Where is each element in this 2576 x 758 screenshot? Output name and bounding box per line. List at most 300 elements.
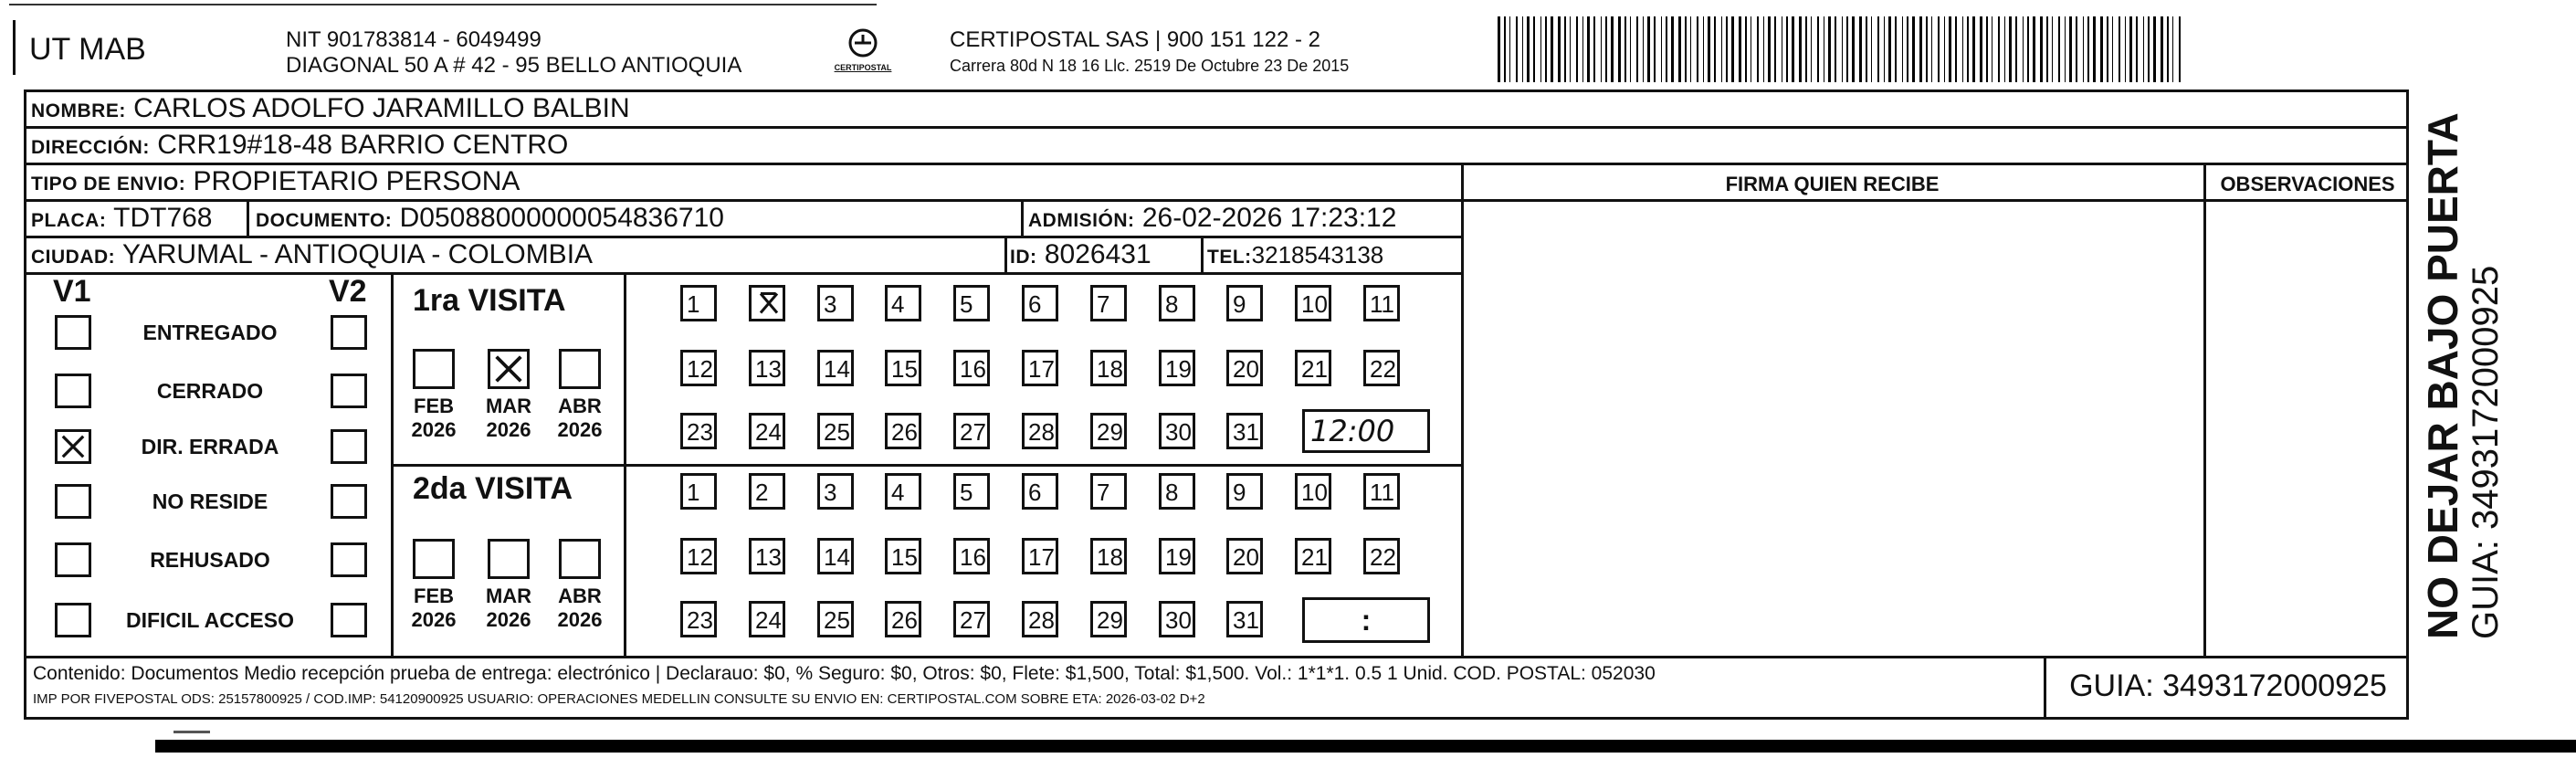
v1-label: V1 xyxy=(53,274,91,309)
visit2-day-box[interactable] xyxy=(1022,601,1058,637)
barcode-bar xyxy=(1835,16,1836,82)
visit2-day-number: 11 xyxy=(1370,479,1394,506)
logo-text: CERTIPOSTAL xyxy=(834,63,892,72)
cell-divider xyxy=(247,199,249,236)
v2-checkbox[interactable] xyxy=(331,315,367,350)
barcode-bar xyxy=(1654,16,1656,82)
visit1-day-box[interactable] xyxy=(749,285,785,321)
barcode-bar xyxy=(1877,16,1879,82)
barcode-bar xyxy=(1938,16,1940,82)
barcode-bar xyxy=(1919,16,1922,82)
tel-value: 3218543138 xyxy=(1251,241,1384,268)
visit1-day-box[interactable] xyxy=(680,285,717,321)
barcode-bar xyxy=(1558,16,1561,82)
visit2-day-number: 22 xyxy=(1370,543,1396,571)
barcode-bar xyxy=(2172,16,2173,82)
barcode-bar xyxy=(1540,16,1541,82)
visit2-day-number: 13 xyxy=(755,543,782,571)
barcode-bar xyxy=(1593,16,1595,82)
visit2-month-label: FEB xyxy=(414,584,454,607)
v2-checkbox[interactable] xyxy=(331,374,367,408)
visit2-day-box[interactable] xyxy=(1295,473,1331,510)
visit2-day-box[interactable] xyxy=(1159,538,1195,574)
id-label: ID: xyxy=(1010,247,1037,268)
visit1-day-number: 31 xyxy=(1233,418,1259,446)
visit2-day-box[interactable] xyxy=(1226,473,1263,510)
barcode-bar xyxy=(1630,16,1631,82)
left-edge-mark xyxy=(13,20,16,75)
visit2-time[interactable] xyxy=(1302,597,1430,643)
visit1-day-box[interactable] xyxy=(1159,285,1195,321)
visit1-day-box[interactable] xyxy=(1226,285,1263,321)
visit1-day-number: 13 xyxy=(755,355,782,383)
visit2-day-number: 16 xyxy=(960,543,986,571)
barcode-bar xyxy=(2136,16,2138,82)
visit1-day-number: 1 xyxy=(687,290,700,318)
visit2-day-number: 26 xyxy=(891,606,918,634)
visit1-day-number: 5 xyxy=(960,290,973,318)
barcode-bar xyxy=(1859,16,1862,82)
status-label: DIR. ERRADA xyxy=(141,435,279,458)
visit1-day-number: 7 xyxy=(1097,290,1110,318)
visit1-day-box[interactable] xyxy=(680,413,717,449)
visit1-day-number: 12 xyxy=(687,355,713,383)
barcode-bar xyxy=(1846,16,1848,82)
v2-checkbox[interactable] xyxy=(331,542,367,577)
barcode-bar xyxy=(2083,16,2084,82)
barcode-bar xyxy=(1986,16,1988,82)
visit2-day-box[interactable] xyxy=(1090,601,1127,637)
barcode-bar xyxy=(1907,16,1908,82)
visit2-day-box[interactable] xyxy=(885,601,921,637)
visit2-day-box[interactable] xyxy=(953,538,990,574)
v1-checkbox[interactable] xyxy=(55,542,91,577)
visit1-year-label: 2026 xyxy=(411,418,457,441)
barcode-bar xyxy=(1533,16,1535,82)
visit1-day-number: 25 xyxy=(824,418,850,446)
admission-label: ADMISIÓN: xyxy=(1028,210,1135,231)
barcode-bar xyxy=(1967,16,1969,82)
plate-cell xyxy=(31,202,213,237)
side-guia: GUIA: 3493172000925 xyxy=(2466,265,2506,639)
barcode-bar xyxy=(1527,16,1530,82)
visit1-day-box[interactable] xyxy=(1295,285,1331,321)
barcode-bar xyxy=(1601,16,1602,82)
visit2-day-box[interactable] xyxy=(817,473,854,510)
certipostal-logo-icon xyxy=(847,27,878,58)
barcode-bar xyxy=(2125,16,2126,82)
barcode-bar xyxy=(1671,16,1674,82)
check-mark-icon xyxy=(490,352,527,386)
barcode-bar xyxy=(2015,16,2017,82)
barcode-bar xyxy=(2167,16,2169,82)
barcode-bar xyxy=(1828,16,1831,82)
barcode-bar xyxy=(1799,16,1802,82)
barcode-bar xyxy=(1980,16,1982,82)
barcode-bar xyxy=(1721,16,1722,82)
visit1-day-box[interactable] xyxy=(817,285,854,321)
barcode-bar xyxy=(2076,16,2077,82)
bottom-mark xyxy=(173,731,210,733)
visit2-day-box[interactable] xyxy=(817,538,854,574)
visit2-day-number: 9 xyxy=(1233,479,1246,506)
barcode-bar xyxy=(1949,16,1951,82)
barcode-bar xyxy=(2052,16,2053,82)
barcode-bar xyxy=(2143,16,2144,82)
visit1-day-box[interactable] xyxy=(1226,350,1263,386)
visit2-day-number: 17 xyxy=(1028,543,1055,571)
visit2-day-box[interactable] xyxy=(1159,601,1195,637)
visit2-day-box[interactable] xyxy=(680,473,717,510)
barcode-bar xyxy=(1998,16,2000,82)
visit1-day-box[interactable] xyxy=(1295,350,1331,386)
carrier-name: CERTIPOSTAL SAS | 900 151 122 - 2 xyxy=(950,27,1320,52)
document-label: DOCUMENTO: xyxy=(256,210,393,231)
visit1-day-box[interactable] xyxy=(749,350,785,386)
visit2-day-number: 10 xyxy=(1301,479,1328,506)
barcode-bar xyxy=(1582,16,1583,82)
visit1-month-checkbox[interactable] xyxy=(488,349,530,389)
visit2-day-box[interactable] xyxy=(1226,538,1263,574)
barcode-bar xyxy=(1636,16,1638,82)
barcode-bar xyxy=(1611,16,1614,82)
barcode-bar xyxy=(2046,16,2048,82)
barcode-bar xyxy=(2161,16,2163,82)
city-value: YARUMAL - ANTIOQUIA - COLOMBIA xyxy=(121,239,594,269)
visit2-day-number: 21 xyxy=(1301,543,1328,571)
v2-checkbox[interactable] xyxy=(331,429,367,464)
visit2-day-box[interactable] xyxy=(817,601,854,637)
status-label: NO RESIDE xyxy=(152,490,268,513)
barcode-bar xyxy=(2129,16,2132,82)
visit2-day-box[interactable] xyxy=(749,473,785,510)
barcode-bar xyxy=(1703,16,1704,82)
visit2-month-checkbox[interactable] xyxy=(488,539,530,579)
barcode-bar xyxy=(1786,16,1788,82)
barcode-bar xyxy=(1504,16,1506,82)
barcode-bar xyxy=(2093,16,2096,82)
barcode-bar xyxy=(1564,16,1566,82)
visit1-time[interactable] xyxy=(1302,409,1430,453)
footer-imp: IMP POR FIVEPOSTAL ODS: 25157800925 / COD.IMP: 54120900925 USUARIO: OPERACIONES MEDELLIN CONSULTE SU ENVIO EN: CERTIPOSTAL.COM SOBRE ETA: 2026-03-02 D+2 xyxy=(33,691,1205,707)
barcode-bar xyxy=(1884,16,1885,82)
visit2-day-number: 24 xyxy=(755,606,782,634)
barcode-bar xyxy=(1570,16,1571,82)
visit1-day-number: 24 xyxy=(755,418,782,446)
visit1-day-box[interactable] xyxy=(885,350,921,386)
certipostal-logo xyxy=(826,27,899,79)
recipient-name: CARLOS ADOLFO JARAMILLO BALBIN xyxy=(133,93,630,123)
visit2-day-number: 18 xyxy=(1097,543,1123,571)
visit1-day-box[interactable] xyxy=(953,350,990,386)
visit1-day-box[interactable] xyxy=(1090,350,1127,386)
barcode-bar xyxy=(2112,16,2113,82)
barcode-bar xyxy=(1618,16,1621,82)
barcode-bar xyxy=(2040,16,2043,82)
admission-cell xyxy=(1028,202,1396,237)
barcode-bar xyxy=(1912,16,1915,82)
barcode-bar xyxy=(1944,16,1945,82)
barcode xyxy=(1498,16,2182,82)
recipient-address: CRR19#18-48 BARRIO CENTRO xyxy=(157,130,569,160)
barcode-bar xyxy=(1792,16,1794,82)
visit2-year-label: 2026 xyxy=(486,608,531,631)
visit1-day-number: 22 xyxy=(1370,355,1396,383)
visit1-day-box[interactable] xyxy=(885,285,921,321)
barcode-bar xyxy=(1774,16,1776,82)
barcode-bar xyxy=(1817,16,1819,82)
status-label: DIFICIL ACCESO xyxy=(125,608,294,632)
footer-content: Contenido: Documentos Medio recepción prueba de entrega: electrónico | Declarauo: $0, % Seguro: $0, Otros: $0, Flete: $1,500, Total: $1,500. Vol.: 1*1*1. 0.5 1 Unid. COD. POSTAL: 052030 xyxy=(33,663,1656,684)
visit2-month-label: MAR xyxy=(485,584,532,607)
visit2-day-box[interactable] xyxy=(953,473,990,510)
visit2-year-label: 2026 xyxy=(557,608,603,631)
footer-divider xyxy=(2044,656,2046,720)
visit2-day-box[interactable] xyxy=(885,473,921,510)
visit2-day-number: 7 xyxy=(1097,479,1110,506)
check-mark-icon xyxy=(755,288,783,319)
name-row xyxy=(31,92,630,128)
barcode-bar xyxy=(1587,16,1590,82)
observations-area[interactable] xyxy=(2207,203,2406,654)
visit2-day-box[interactable] xyxy=(749,601,785,637)
visit1-day-box[interactable] xyxy=(1022,350,1058,386)
shipment-type: PROPIETARIO PERSONA xyxy=(193,166,520,196)
visit1-day-number: 4 xyxy=(891,290,905,318)
status-label: REHUSADO xyxy=(150,548,270,572)
row-line xyxy=(24,656,2409,658)
barcode-bar xyxy=(1509,16,1510,82)
visit2-day-number: 14 xyxy=(824,543,850,571)
visit1-day-box[interactable] xyxy=(680,350,717,386)
visit2-day-box[interactable] xyxy=(1090,538,1127,574)
visit1-day-box[interactable] xyxy=(1159,350,1195,386)
visit2-month-label: ABR xyxy=(558,584,602,607)
visit1-day-box[interactable] xyxy=(1363,285,1400,321)
visit1-day-number: 14 xyxy=(824,355,850,383)
barcode-bar xyxy=(2087,16,2089,82)
visit2-day-number: 5 xyxy=(960,479,973,506)
cell-divider xyxy=(1021,199,1024,236)
barcode-bar xyxy=(1624,16,1626,82)
visit1-month-checkbox[interactable] xyxy=(413,349,455,389)
barcode-bar xyxy=(1605,16,1607,82)
visit1-day-number: 17 xyxy=(1028,355,1055,383)
signature-area[interactable] xyxy=(1465,203,2201,654)
visit1-day-number: 3 xyxy=(824,290,837,318)
address-label: DIRECCIÓN: xyxy=(31,137,150,158)
visit1-day-number: 23 xyxy=(687,418,713,446)
company-nit: NIT 901783814 - 6049499 xyxy=(286,27,541,52)
visit1-day-box[interactable] xyxy=(1022,413,1058,449)
visit1-day-number: 29 xyxy=(1097,418,1123,446)
visit1-day-number: 11 xyxy=(1370,290,1394,318)
tel-cell xyxy=(1207,238,1383,274)
signature-label: FIRMA QUIEN RECIBE xyxy=(1725,173,1940,195)
barcode-bar xyxy=(1763,16,1764,82)
visit2-day-number: 20 xyxy=(1233,543,1259,571)
v2-checkbox[interactable] xyxy=(331,603,367,637)
visit1-day-number: 8 xyxy=(1165,290,1179,318)
visit1-day-box[interactable] xyxy=(817,413,854,449)
barcode-bar xyxy=(1931,16,1932,82)
barcode-bar xyxy=(1643,16,1644,82)
visit2-day-number: 4 xyxy=(891,479,905,506)
barcode-bar xyxy=(1866,16,1867,82)
barcode-bar xyxy=(1647,16,1650,82)
visit2-day-number: 15 xyxy=(891,543,918,571)
barcode-bar xyxy=(1576,16,1578,82)
v2-label: V2 xyxy=(329,274,367,309)
v1-checkbox[interactable] xyxy=(55,484,91,519)
name-label: NOMBRE: xyxy=(31,100,126,121)
visit1-day-number: 27 xyxy=(960,418,986,446)
visit1-day-number: 19 xyxy=(1165,355,1192,383)
barcode-bar xyxy=(1661,16,1662,82)
id-cell xyxy=(1010,238,1151,274)
visit1-month-checkbox[interactable] xyxy=(559,349,601,389)
barcode-bar xyxy=(1714,16,1716,82)
barcode-bar xyxy=(1757,16,1759,82)
cell-divider xyxy=(1201,236,1204,272)
visit1-day-box[interactable] xyxy=(749,413,785,449)
visit2-day-box[interactable] xyxy=(1363,473,1400,510)
visit2-title: 2da VISITA xyxy=(413,471,573,506)
barcode-bar xyxy=(2148,16,2150,82)
company-address: DIAGONAL 50 A # 42 - 95 BELLO ANTIOQUIA xyxy=(286,53,742,78)
visit1-day-number: 26 xyxy=(891,418,918,446)
barcode-bar xyxy=(1685,16,1687,82)
barcode-bar xyxy=(1708,16,1710,82)
visit1-day-box[interactable] xyxy=(1363,350,1400,386)
barcode-bar xyxy=(2004,16,2005,82)
visit1-day-box[interactable] xyxy=(885,413,921,449)
visit1-time-value: 12:00 xyxy=(1310,414,1395,448)
visit2-day-number: 29 xyxy=(1097,606,1123,634)
visit2-day-box[interactable] xyxy=(1226,601,1263,637)
visit2-day-box[interactable] xyxy=(1295,538,1331,574)
visit2-day-box[interactable] xyxy=(749,538,785,574)
barcode-bar xyxy=(1666,16,1667,82)
visit2-day-number: 2 xyxy=(755,479,769,506)
barcode-bar xyxy=(1895,16,1897,82)
visit1-year-label: 2026 xyxy=(486,418,531,441)
city-cell xyxy=(31,238,593,274)
barcode-bar xyxy=(1498,16,1500,82)
document-cell xyxy=(256,202,724,237)
visit1-day-number: 30 xyxy=(1165,418,1192,446)
type-label: TIPO DE ENVIO: xyxy=(31,174,186,195)
barcode-bar xyxy=(1768,16,1771,82)
barcode-bar xyxy=(1690,16,1691,82)
city-label: CIUDAD: xyxy=(31,247,116,268)
barcode-bar xyxy=(2100,16,2103,82)
barcode-bar xyxy=(1871,16,1872,82)
status-label: ENTREGADO xyxy=(142,321,278,344)
barcode-bar xyxy=(1522,16,1523,82)
visit2-day-box[interactable] xyxy=(1022,538,1058,574)
barcode-bar xyxy=(2027,16,2029,82)
visit1-day-number: 18 xyxy=(1097,355,1123,383)
visit1-day-number: 20 xyxy=(1233,355,1259,383)
visit2-day-number: 28 xyxy=(1028,606,1055,634)
document-value: D05088000000054836710 xyxy=(399,203,724,233)
footer-guia: GUIA: 3493172000925 xyxy=(2069,669,2387,703)
visit1-day-box[interactable] xyxy=(1022,285,1058,321)
barcode-bar xyxy=(2179,16,2181,82)
visit1-day-box[interactable] xyxy=(817,350,854,386)
barcode-bar xyxy=(2065,16,2066,82)
v1-checkbox[interactable] xyxy=(55,603,91,637)
visit1-day-box[interactable] xyxy=(953,285,990,321)
visit2-day-box[interactable] xyxy=(1363,538,1400,574)
visit1-day-box[interactable] xyxy=(953,413,990,449)
visit1-day-number: 10 xyxy=(1301,290,1328,318)
visit2-day-box[interactable] xyxy=(1159,473,1195,510)
barcode-bar xyxy=(1888,16,1891,82)
visit2-day-number: 30 xyxy=(1165,606,1192,634)
barcode-bar xyxy=(1852,16,1855,82)
visit2-day-box[interactable] xyxy=(885,538,921,574)
visit1-day-number: 21 xyxy=(1301,355,1328,383)
visit1-day-number: 16 xyxy=(960,355,986,383)
address-row xyxy=(31,129,568,164)
v2-checkbox[interactable] xyxy=(331,484,367,519)
visit1-day-box[interactable] xyxy=(1090,413,1127,449)
visit1-day-number: 15 xyxy=(891,355,918,383)
observations-label: OBSERVACIONES xyxy=(2220,173,2395,195)
barcode-bar xyxy=(2119,16,2120,82)
barcode-bar xyxy=(1926,16,1928,82)
visit2-month-checkbox[interactable] xyxy=(413,539,455,579)
visit1-day-box[interactable] xyxy=(1090,285,1127,321)
v1-checkbox[interactable] xyxy=(55,429,91,464)
visit2-day-number: 31 xyxy=(1233,606,1259,634)
barcode-bar xyxy=(1545,16,1547,82)
barcode-bar xyxy=(1811,16,1812,82)
visit2-month-checkbox[interactable] xyxy=(559,539,601,579)
visit1-month-label: MAR xyxy=(485,395,532,417)
barcode-bar xyxy=(2153,16,2156,82)
plate-label: PLACA: xyxy=(31,210,107,231)
barcode-bar xyxy=(1955,16,1957,82)
visit2-day-box[interactable] xyxy=(680,538,717,574)
visit2-day-number: 1 xyxy=(687,479,700,506)
barcode-bar xyxy=(2009,16,2012,82)
visit2-day-box[interactable] xyxy=(680,601,717,637)
v1-checkbox[interactable] xyxy=(55,374,91,408)
visit1-day-number: 6 xyxy=(1028,290,1042,318)
visit2-day-box[interactable] xyxy=(1090,473,1127,510)
side-vertical xyxy=(2420,91,2506,639)
visit2-day-box[interactable] xyxy=(1022,473,1058,510)
company-name: UT MAB xyxy=(29,32,146,67)
visit1-month-label: FEB xyxy=(414,395,454,417)
visit1-day-box[interactable] xyxy=(1226,413,1263,449)
visit-divider xyxy=(624,272,626,656)
carrier-license: Carrera 80d N 18 16 Llc. 2519 De Octubre 23 De 2015 xyxy=(950,57,1350,75)
visit1-month-label: ABR xyxy=(558,395,602,417)
visit2-day-number: 8 xyxy=(1165,479,1179,506)
admission-value: 26-02-2026 17:23:12 xyxy=(1141,203,1397,233)
visit2-day-box[interactable] xyxy=(953,601,990,637)
id-value: 8026431 xyxy=(1044,239,1151,269)
visit1-day-box[interactable] xyxy=(1159,413,1195,449)
plate-value: TDT768 xyxy=(113,203,213,233)
visit2-day-number: 6 xyxy=(1028,479,1042,506)
barcode-bar xyxy=(1697,16,1698,82)
v1-checkbox[interactable] xyxy=(55,315,91,350)
